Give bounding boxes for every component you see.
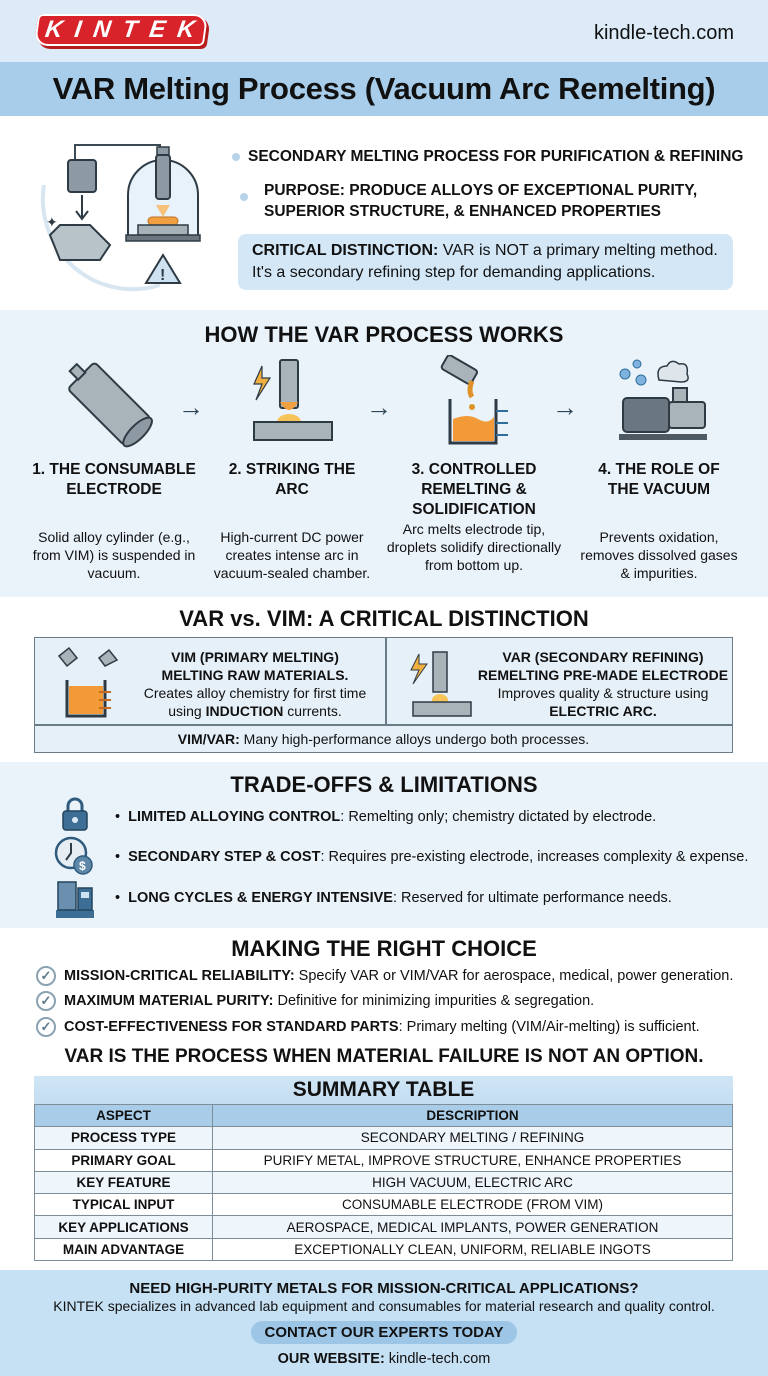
- critical-distinction-callout: CRITICAL DISTINCTION: VAR is NOT a primary melting method. It's a secondary refining step for demanding applications.: [238, 234, 733, 290]
- bullet-dot: [240, 193, 248, 201]
- table-row: KEY FEATURE HIGH VACUUM, ELECTRIC ARC: [35, 1171, 733, 1193]
- padlock-icon: [60, 796, 90, 832]
- vim-var-note: VIM/VAR: Many high-performance alloys undergo both processes.: [177, 731, 590, 747]
- step-arrow: →: [366, 392, 392, 422]
- intro-bullet-purpose: PURPOSE: PRODUCE ALLOYS OF EXCEPTIONAL PURITY, SUPERIOR STRUCTURE, & ENHANCED PROPERTIES: [264, 182, 698, 220]
- vim-column: VIM (PRIMARY MELTING) MELTING RAW MATERIALS. Creates alloy chemistry for first time using INDUCTION currents.: [143, 649, 367, 719]
- electric-arc-icon: [407, 650, 477, 718]
- step-arrow: →: [552, 392, 578, 422]
- clock-dollar-icon: [54, 836, 94, 876]
- check-circle-icon: ✓: [36, 991, 56, 1011]
- step-3: 3. CONTROLLED REMELTING & SOLIDIFICATION Arc melts electrode tip, droplets solidify directionally from bottom up.: [386, 461, 562, 573]
- kintek-logo[interactable]: KINTEK: [34, 14, 208, 46]
- footer-website[interactable]: OUR WEBSITE: kindle-tech.com: [277, 1351, 491, 1367]
- bullet-dot: [232, 153, 240, 161]
- summary-table: SUMMARY TABLE ASPECT DESCRIPTION PROCESS TYPE SECONDARY MELTING / REFINING PRIMARY GOAL PURIFY METAL, IMPROVE STRUCTURE, ENHANCE PROPERTIES KEY FEATURE HIGH VACUUM, ELECTRIC ARC TYPICAL INPUT CONSUMABLE ELECTRODE (FROM VIM) KEY APPLICATIONS AEROSPACE, MEDICAL IMPLANTS, POWER GENERATION MAIN ADVANTAGE EXCEPTIONALLY CLEAN, UNIFORM, RELIABLE INGOTS: [34, 1076, 733, 1261]
- header-website-link[interactable]: kindle-tech.com: [593, 22, 734, 44]
- summary-table-title: SUMMARY TABLE: [34, 1076, 733, 1104]
- vacuum-pump-icon: [615, 358, 715, 448]
- tradeoffs-title: TRADE-OFFS & LIMITATIONS: [230, 772, 538, 797]
- crucible-icon: [438, 355, 528, 447]
- table-row: KEY APPLICATIONS AEROSPACE, MEDICAL IMPLANTS, POWER GENERATION: [35, 1216, 733, 1238]
- check-circle-icon: ✓: [36, 966, 56, 986]
- check-circle-icon: ✓: [36, 1017, 56, 1037]
- svg-text:✦: ✦: [46, 214, 58, 230]
- page-title: VAR Melting Process (Vacuum Arc Remelting): [52, 71, 716, 106]
- tradeoff-item: • SECONDARY STEP & COST: Requires pre-existing electrode, increases complexity & expense.: [115, 849, 749, 865]
- var-overview-illustration-icon: [30, 125, 240, 295]
- table-row: MAIN ADVANTAGE EXCEPTIONALLY CLEAN, UNIFORM, RELIABLE INGOTS: [35, 1238, 733, 1260]
- choice-item: ✓ MAXIMUM MATERIAL PURITY: Definitive for minimizing impurities & segregation.: [36, 991, 594, 1011]
- choice-title: MAKING THE RIGHT CHOICE: [231, 936, 537, 961]
- table-row: PROCESS TYPE SECONDARY MELTING / REFINING: [35, 1127, 733, 1149]
- vs-comparison-box: [34, 637, 733, 753]
- tagline: VAR IS THE PROCESS WHEN MATERIAL FAILURE IS NOT AN OPTION.: [64, 1046, 704, 1067]
- electrode-cylinder-icon: [60, 358, 160, 448]
- induction-crucible-icon: [55, 646, 119, 720]
- intro-bullet-secondary: SECONDARY MELTING PROCESS FOR PURIFICATION & REFINING: [248, 148, 744, 165]
- contact-experts-button[interactable]: CONTACT OUR EXPERTS TODAY: [251, 1321, 518, 1344]
- choice-item: ✓ COST-EFFECTIVENESS FOR STANDARD PARTS: Primary melting (VIM/Air-melting) is sufficient.: [36, 1017, 700, 1037]
- step-arrow: →: [178, 392, 204, 422]
- svg-text:$: $: [79, 859, 86, 873]
- how-section-title: HOW THE VAR PROCESS WORKS: [204, 322, 564, 347]
- tradeoff-item: • LIMITED ALLOYING CONTROL: Remelting only; chemistry dictated by electrode.: [115, 809, 657, 825]
- footer-description: KINTEK specializes in advanced lab equipment and consumables for material research and quality control.: [53, 1298, 715, 1314]
- table-row: TYPICAL INPUT CONSUMABLE ELECTRODE (FROM VIM): [35, 1194, 733, 1216]
- title-bar: [0, 62, 768, 116]
- table-row: PRIMARY GOAL PURIFY METAL, IMPROVE STRUCTURE, ENHANCE PROPERTIES: [35, 1149, 733, 1171]
- machine-icon: [54, 880, 98, 920]
- step-1: 1. THE CONSUMABLE ELECTRODE Solid alloy cylinder (e.g., from VIM) is suspended in vacuum.: [32, 461, 196, 581]
- footer-question: NEED HIGH-PURITY METALS FOR MISSION-CRITICAL APPLICATIONS?: [129, 1280, 639, 1297]
- footer-cta-section: [0, 1270, 768, 1376]
- vs-section-title: VAR vs. VIM: A CRITICAL DISTINCTION: [179, 606, 589, 631]
- step-2: 2. STRIKING THE ARC High-current DC power creates intense arc in vacuum-sealed chamber.: [213, 461, 371, 581]
- var-column: VAR (SECONDARY REFINING) REMELTING PRE-MADE ELECTRODE Improves quality & structure using ELECTRIC ARC.: [477, 649, 729, 719]
- svg-text:!: !: [160, 267, 166, 284]
- column-divider: [385, 638, 387, 724]
- step-4: 4. THE ROLE OF THE VACUUM Prevents oxidation, removes dissolved gases & impurities.: [580, 461, 738, 581]
- choice-item: ✓ MISSION-CRITICAL RELIABILITY: Specify VAR or VIM/VAR for aerospace, medical, power generation.: [36, 966, 733, 986]
- electric-arc-icon: [248, 358, 338, 448]
- tradeoff-item: • LONG CYCLES & ENERGY INTENSIVE: Reserved for ultimate performance needs.: [115, 890, 672, 906]
